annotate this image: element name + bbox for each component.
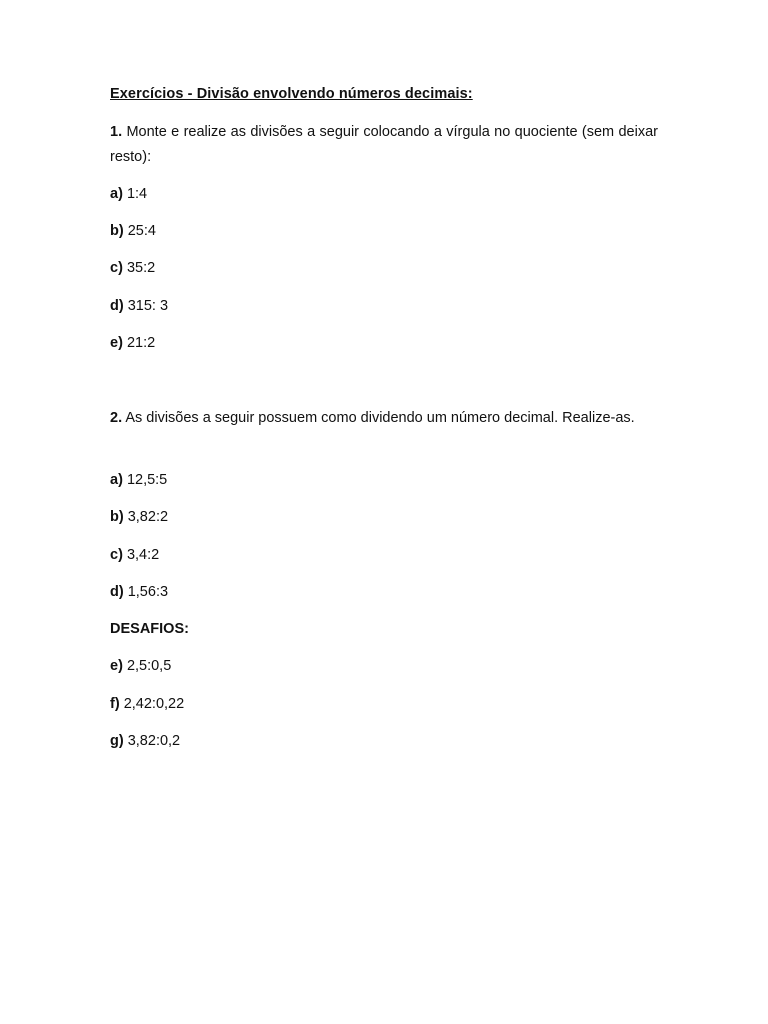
- item-value: 35:2: [126, 260, 156, 276]
- q2-item-d: [110, 582, 168, 602]
- item-label: d): [110, 584, 124, 600]
- item-label: e): [110, 658, 123, 674]
- q1-item-b: [110, 221, 156, 241]
- desafios-heading: DESAFIOS:: [110, 621, 189, 637]
- item-label: e): [110, 335, 123, 351]
- item-value: 1:4: [126, 186, 148, 202]
- question-2-number: 2.: [110, 410, 123, 426]
- desafio-item-f: [110, 694, 184, 714]
- q2-item-b: [110, 507, 168, 527]
- q1-item-e: [110, 333, 155, 353]
- item-value: 3,82:0,2: [127, 733, 181, 749]
- item-label: g): [110, 733, 124, 749]
- question-1-number: 1.: [110, 124, 123, 140]
- item-label: f): [110, 696, 120, 712]
- question-1-text: Monte e realize as divisões a seguir colocando a vírgula no quociente (sem deixar resto):: [110, 124, 658, 165]
- item-value: 2,42:0,22: [123, 696, 185, 712]
- item-label: a): [110, 186, 123, 202]
- item-value: 3,82:2: [127, 509, 169, 525]
- q1-item-a: [110, 184, 147, 204]
- item-label: b): [110, 509, 124, 525]
- item-value: 21:2: [126, 335, 156, 351]
- desafio-item-g: [110, 731, 180, 751]
- q2-item-c: [110, 545, 159, 565]
- item-value: 1,56:3: [127, 584, 169, 600]
- item-label: d): [110, 298, 124, 314]
- item-label: c): [110, 260, 123, 276]
- question-2-text: As divisões a seguir possuem como dividendo um número decimal. Realize-as.: [125, 410, 635, 426]
- item-value: 315: 3: [127, 298, 169, 314]
- item-value: 25:4: [127, 223, 156, 239]
- q1-item-c: [110, 258, 155, 278]
- item-value: 2,5:0,5: [126, 658, 172, 674]
- question-2: [110, 406, 658, 431]
- item-label: a): [110, 472, 123, 488]
- question-1: [110, 120, 658, 170]
- item-value: 3,4:2: [126, 547, 160, 563]
- page-title: Exercícios - Divisão envolvendo números decimais:: [110, 86, 473, 102]
- q1-item-d: [110, 296, 168, 316]
- q2-item-a: [110, 470, 167, 490]
- item-label: b): [110, 223, 124, 239]
- item-value: 12,5:5: [126, 472, 168, 488]
- item-label: c): [110, 547, 123, 563]
- desafio-item-e: [110, 656, 171, 676]
